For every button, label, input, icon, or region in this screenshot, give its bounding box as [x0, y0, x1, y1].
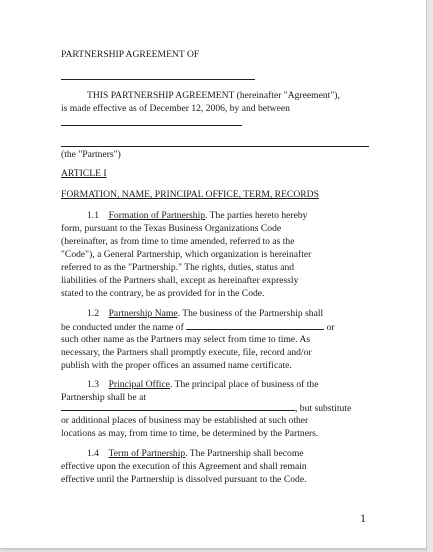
section-1-4-first-line [87, 447, 304, 460]
partnership-name-blank [186, 320, 324, 330]
section-heading: Partnership Name [108, 308, 178, 319]
section-1-3-line-4: or additional places of business may be established at such other [61, 415, 309, 426]
section-number: 1.2 [87, 308, 99, 319]
section-1-1-line-2: form, pursuant to the Texas Business Organizations Code [61, 223, 282, 234]
section-1-1-line-3: (hereinafter, as from time to time amended, referred to as the [61, 236, 295, 247]
article-subtitle: FORMATION, NAME, PRINCIPAL OFFICE, TERM, RECORDS [61, 189, 319, 200]
section-text: be conducted under the name of [61, 322, 187, 333]
section-number: 1.4 [87, 448, 99, 459]
section-number: 1.3 [87, 379, 99, 390]
section-1-2-line-3: such other name as the Partners may select from time to time. As [61, 334, 311, 345]
agreement-title: PARTNERSHIP AGREEMENT OF [61, 49, 200, 60]
section-1-3-first-line [87, 378, 318, 391]
section-text: , but substitute [295, 403, 352, 414]
section-heading: Formation of Partnership [108, 210, 206, 221]
section-1-2-first-line [87, 307, 323, 320]
intro-line-1: THIS PARTNERSHIP AGREEMENT (hereinafter "Agreement"), [87, 90, 340, 101]
section-text: . The principal place of business of the [169, 379, 319, 390]
section-text: . The Partnership shall become [185, 448, 304, 459]
intro-line-2: is made effective as of December 12, 2006, by and between [61, 103, 290, 114]
section-1-3-line-2: Partnership shall be at [61, 392, 146, 403]
section-1-4-line-3: effective until the Partnership is dissolved pursuant to the Code. [61, 474, 307, 485]
section-heading: Term of Partnership [108, 448, 186, 459]
section-1-3-line-5: locations as may, from time to time, be determined by the Partners. [61, 428, 319, 439]
section-1-1-line-5: referred to as the "Partnership." The rights, duties, status and [61, 262, 295, 273]
section-text: . The business of the Partnership shall [177, 308, 324, 319]
section-text: or [324, 322, 335, 333]
section-text: . The parties hereto hereby [205, 210, 308, 221]
section-1-1-first-line [87, 209, 307, 222]
party-blank-line-1 [61, 125, 242, 126]
section-number: 1.1 [87, 210, 99, 221]
party-blank-line-2 [61, 146, 369, 147]
partners-label: (the "Partners") [61, 149, 121, 160]
scrollbar[interactable] [427, 0, 433, 552]
section-heading: Principal Office [108, 379, 170, 390]
name-blank-line [61, 79, 255, 80]
article-title: ARTICLE I [61, 168, 107, 179]
section-1-1-line-7: stated to the contrary, be as provided for in the Code. [61, 288, 265, 299]
section-1-2-line-5: publish with the proper offices an assumed name certificate. [61, 360, 292, 371]
section-1-4-line-2: effective upon the execution of this Agreement and shall remain [61, 461, 307, 472]
section-1-2-line-4: necessary, the Partners shall promptly execute, file, record and/or [61, 347, 312, 358]
page-number: 1 [360, 511, 366, 525]
section-1-1-line-4: "Code"), a General Partnership, which organization is hereinafter [61, 249, 312, 260]
office-address-blank [61, 401, 295, 411]
section-1-1-line-6: liabilities of the Partners shall, except as hereinafter expressly [61, 275, 299, 286]
